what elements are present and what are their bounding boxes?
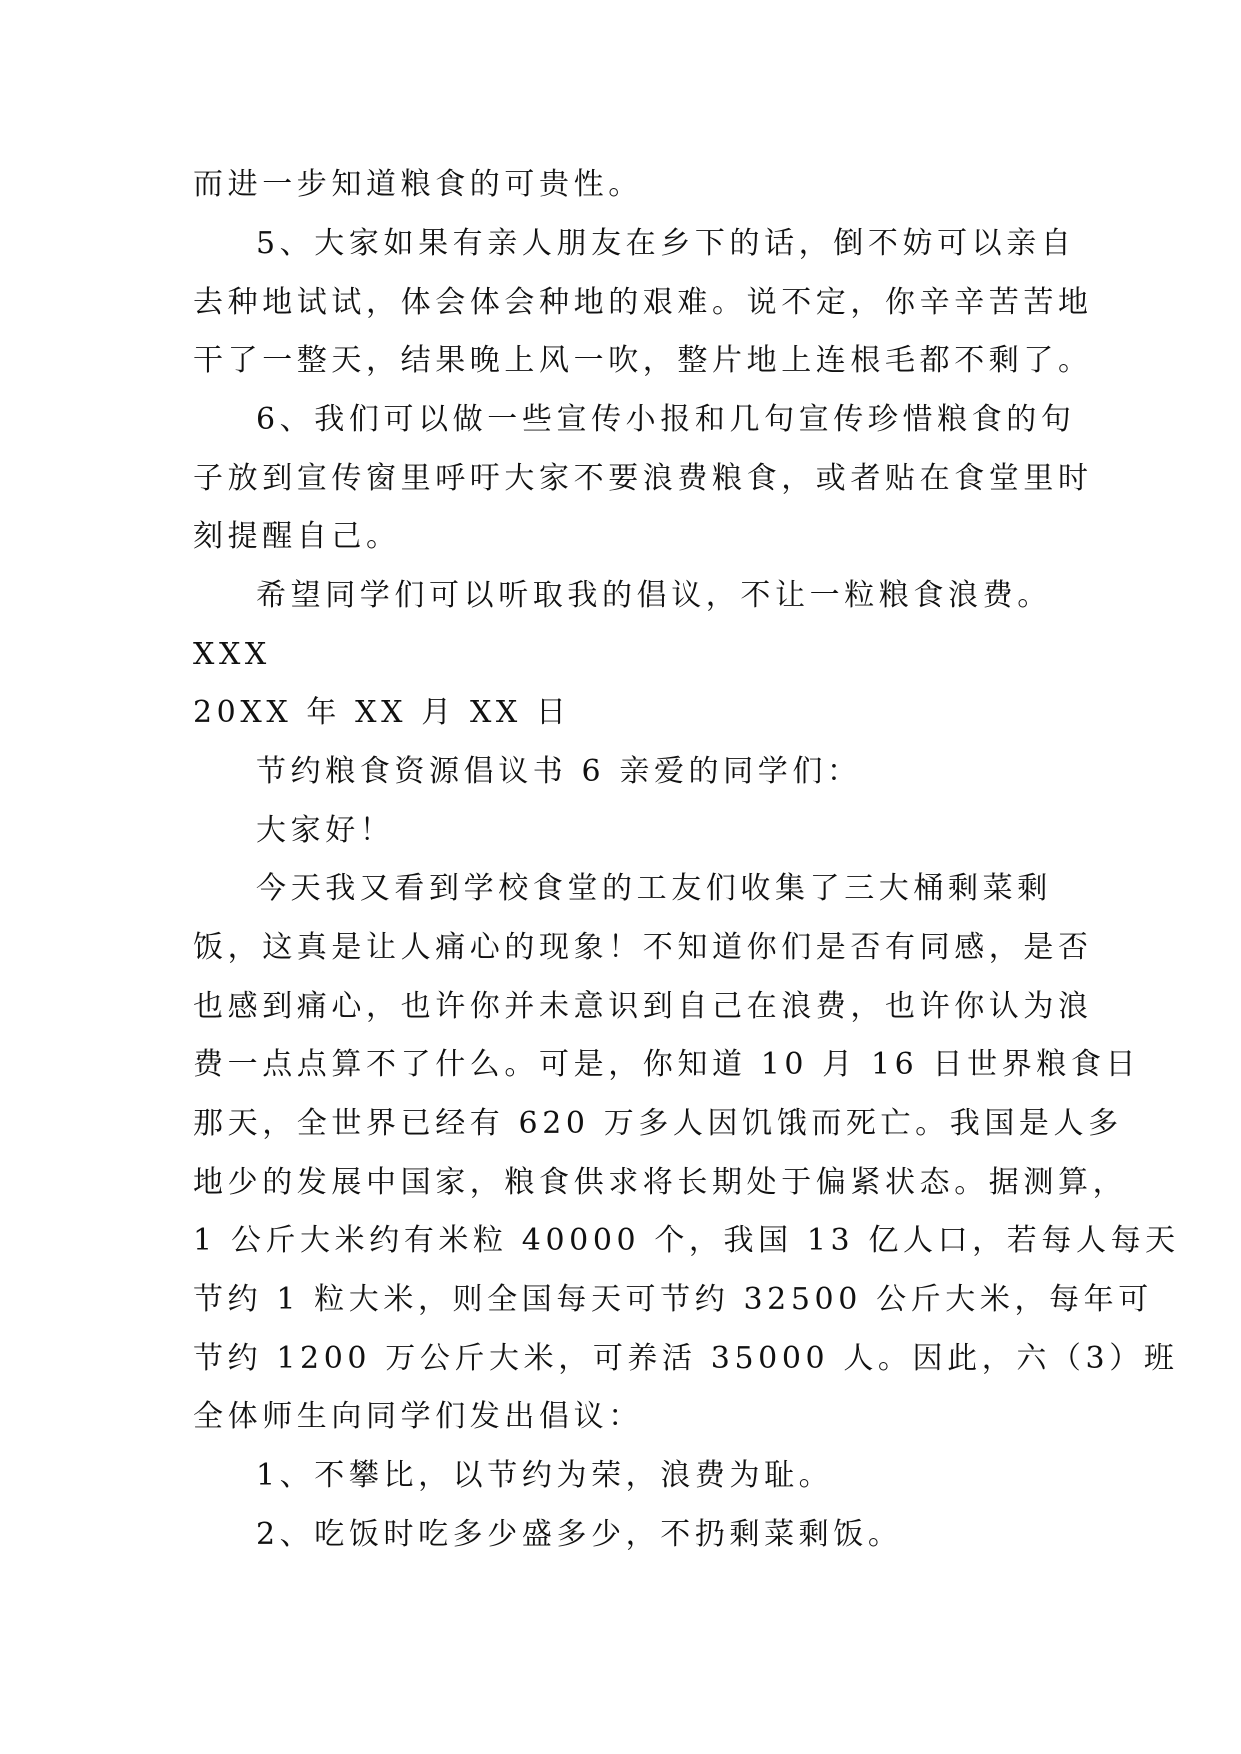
paragraph-line: 费一点点算不了什么。可是，你知道 10 月 16 日世界粮食日: [193, 1047, 1141, 1082]
paragraph-line: 5、大家如果有亲人朋友在乡下的话，倒不妨可以亲自: [256, 226, 1076, 261]
paragraph-line: 1 公斤大米约有米粒 40000 个，我国 13 亿人口，若每人每天: [193, 1223, 1180, 1258]
greeting: 大家好！: [256, 813, 395, 848]
paragraph-line: 饭，这真是让人痛心的现象！不知道你们是否有同感，是否: [193, 930, 1093, 965]
paragraph-line: 全体师生向同学们发出倡议：: [193, 1399, 643, 1434]
list-item: 1、不攀比，以节约为荣，浪费为耻。: [256, 1458, 834, 1493]
paragraph-line: 干了一整天，结果晚上风一吹，整片地上连根毛都不剩了。: [193, 343, 1093, 378]
paragraph-line: 刻提醒自己。: [193, 519, 401, 554]
paragraph-line: 今天我又看到学校食堂的工友们收集了三大桶剩菜剩: [256, 871, 1052, 906]
paragraph-line: 也感到痛心，也许你并未意识到自己在浪费，也许你认为浪: [193, 989, 1093, 1024]
paragraph-line: 节约 1200 万公斤大米，可养活 35000 人。因此，六（3）班: [193, 1341, 1179, 1376]
paragraph-line: 而进一步知道粮食的可贵性。: [193, 167, 643, 202]
paragraph-line: 子放到宣传窗里呼吁大家不要浪费粮食，或者贴在食堂里时: [193, 461, 1093, 496]
section-heading: 节约粮食资源倡议书 6 亲爱的同学们：: [256, 754, 862, 789]
paragraph-line: 6、我们可以做一些宣传小报和几句宣传珍惜粮食的句: [256, 402, 1076, 437]
list-item: 2、吃饭时吃多少盛多少，不扔剩菜剩饭。: [256, 1517, 903, 1552]
paragraph-line: 节约 1 粒大米，则全国每天可节约 32500 公斤大米，每年可: [193, 1282, 1153, 1317]
paragraph-line: 希望同学们可以听取我的倡议，不让一粒粮食浪费。: [256, 578, 1052, 613]
paragraph-line: 那天，全世界已经有 620 万多人因饥饿而死亡。我国是人多: [193, 1106, 1123, 1141]
signature-name: XXX: [193, 637, 271, 672]
signature-date: 20XX 年 XX 月 XX 日: [193, 695, 571, 730]
paragraph-line: 去种地试试，体会体会种地的艰难。说不定，你辛辛苦苦地: [193, 285, 1093, 320]
paragraph-line: 地少的发展中国家，粮食供求将长期处于偏紧状态。据测算，: [193, 1165, 1128, 1200]
